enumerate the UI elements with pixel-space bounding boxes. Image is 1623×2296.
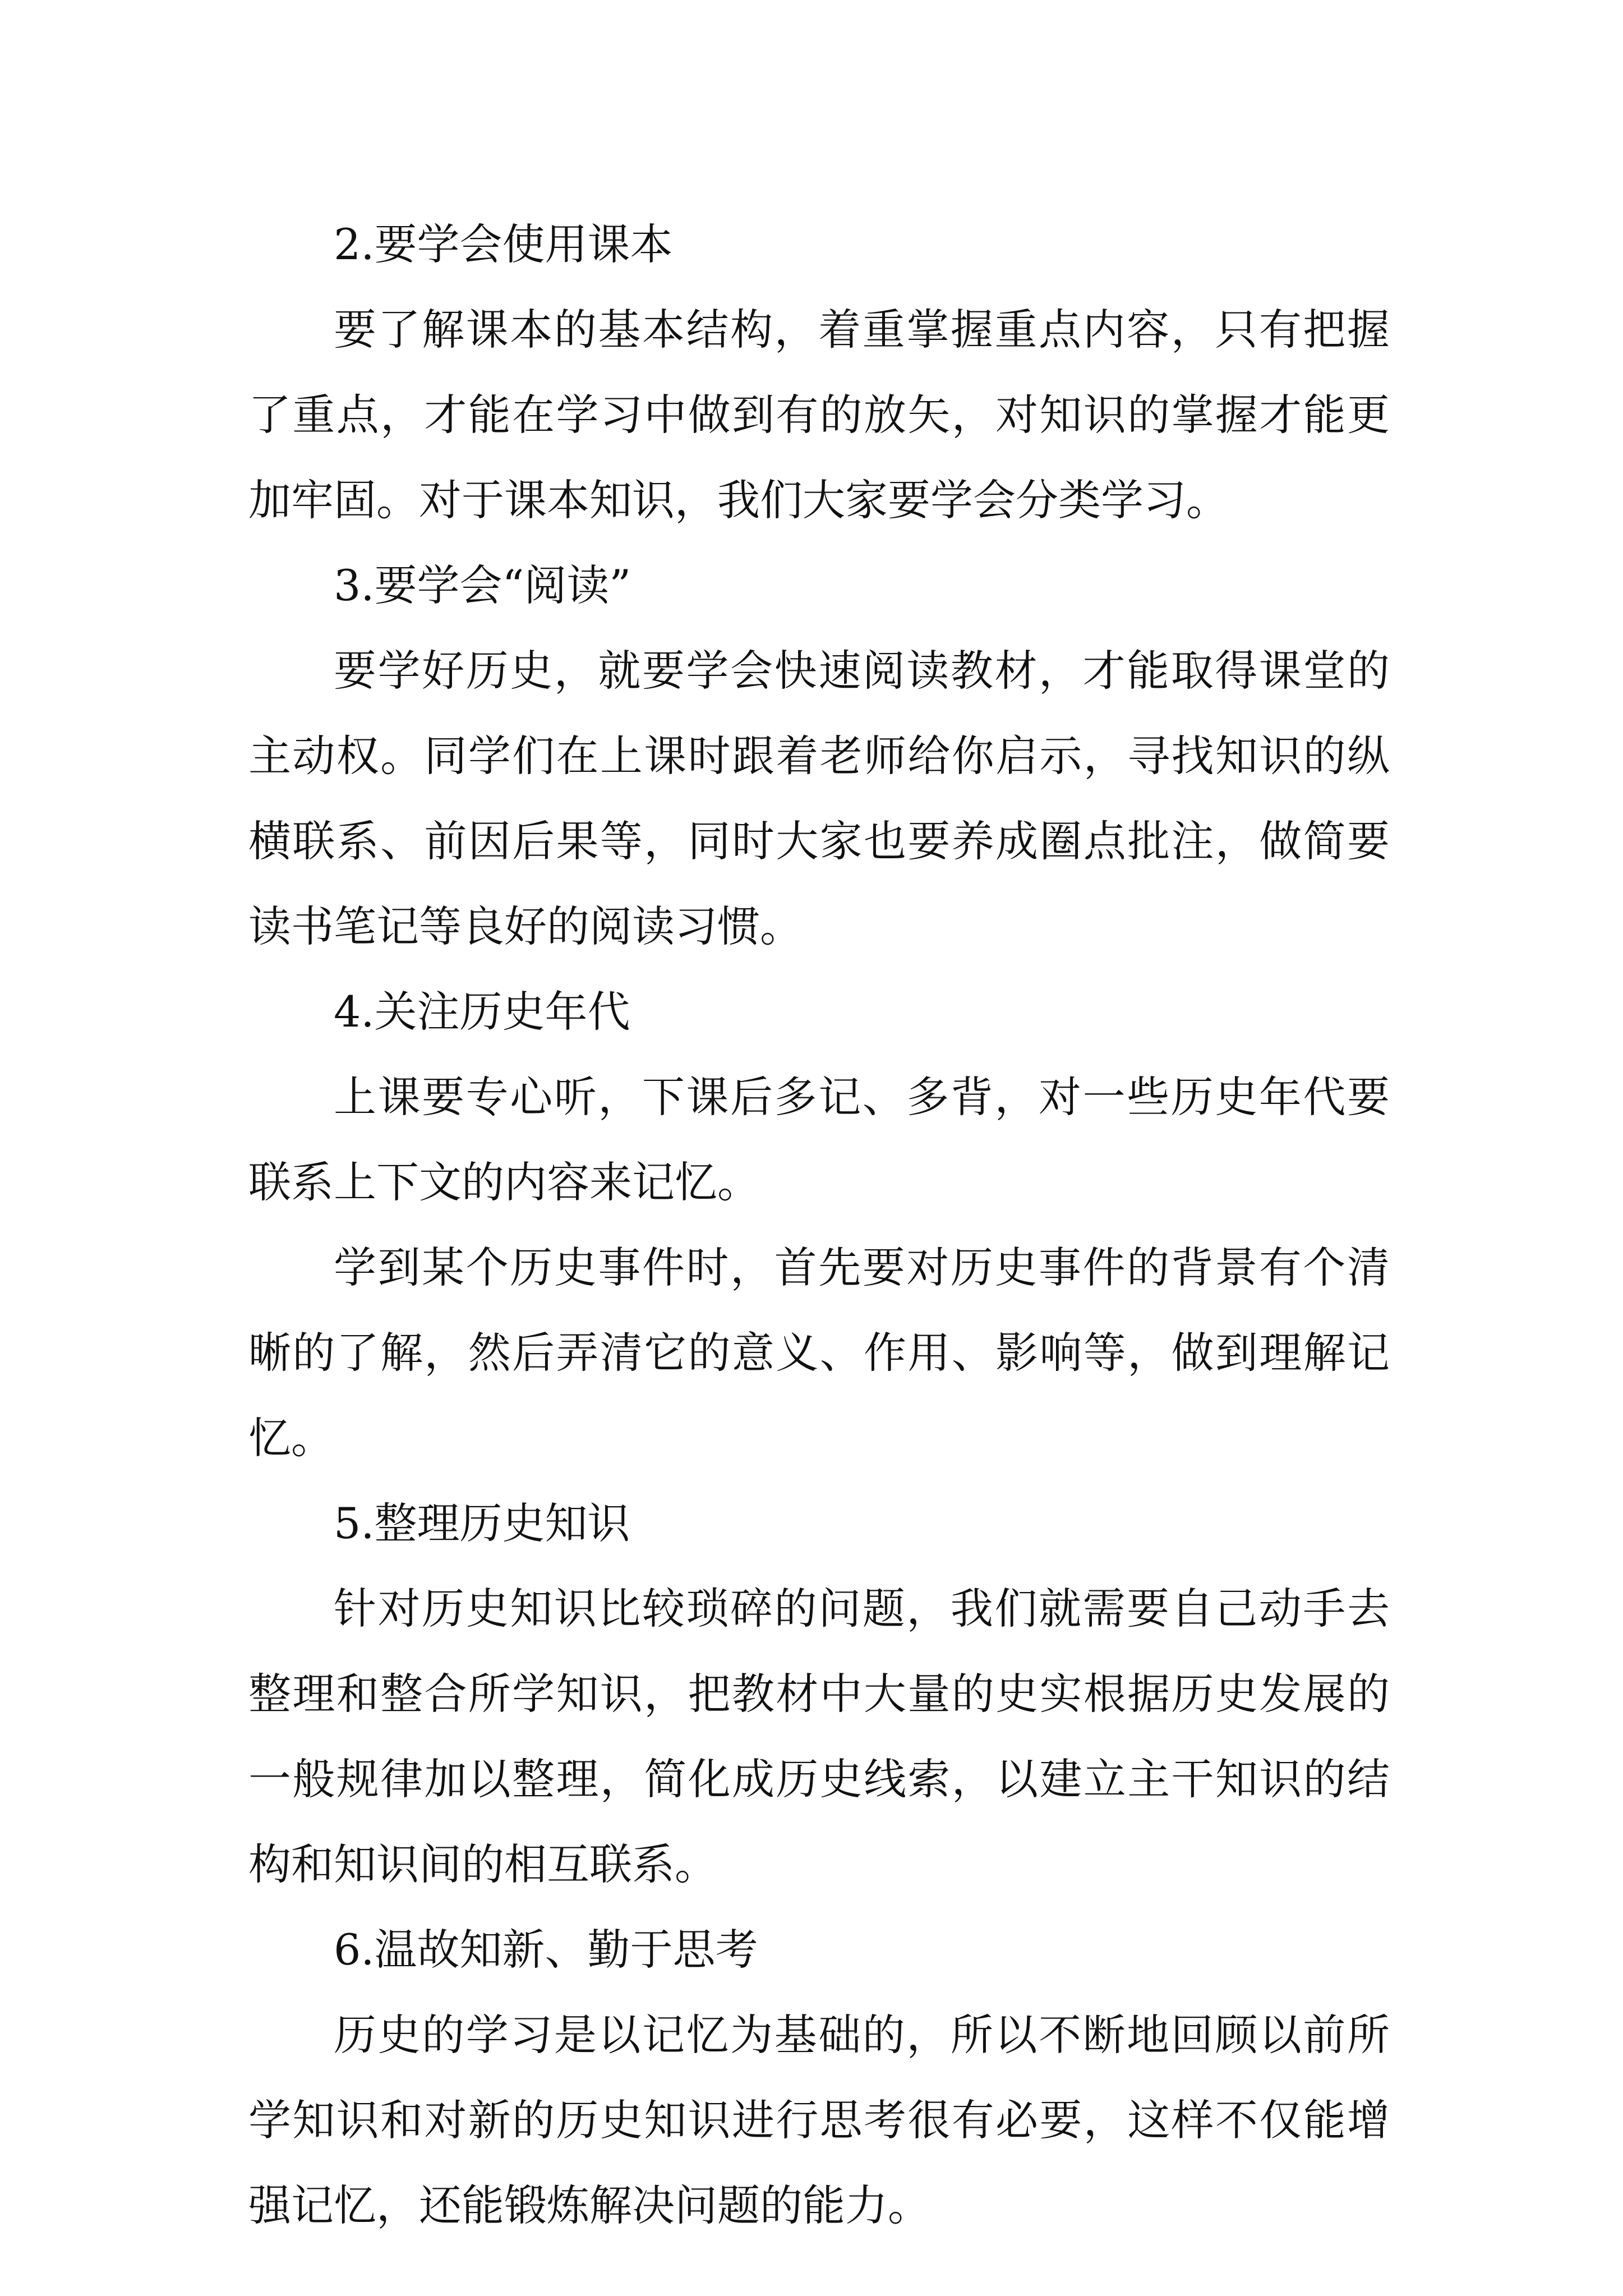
paragraph-line: 加牢固。对于课本知识，我们大家要学会分类学习。 bbox=[248, 475, 1229, 525]
paragraph-line: 学知识和对新的历史知识进行思考很有必要，这样不仅能增 bbox=[248, 2095, 1390, 2145]
paragraph-line: 忆。 bbox=[248, 1413, 334, 1463]
paragraph-line: 晰的了解，然后弄清它的意义、作用、影响等，做到理解记 bbox=[248, 1328, 1390, 1378]
paragraph-line: 要了解课本的基本结构，着重掌握重点内容，只有把握 bbox=[334, 305, 1390, 355]
section-heading: 4.关注历史年代 bbox=[334, 987, 630, 1037]
paragraph-line: 要学好历史，就要学会快速阅读教材，才能取得课堂的 bbox=[334, 646, 1390, 696]
section-heading: 6.温故知新、勤于思考 bbox=[334, 1925, 758, 1975]
paragraph-line: 构和知识间的相互联系。 bbox=[248, 1839, 717, 1889]
section-heading: 3.要学会“阅读” bbox=[334, 560, 631, 610]
paragraph-line: 了重点，才能在学习中做到有的放矢，对知识的掌握才能更 bbox=[248, 390, 1390, 440]
paragraph-line: 整理和整合所学知识，把教材中大量的史实根据历史发展的 bbox=[248, 1669, 1390, 1719]
paragraph-line: 横联系、前因后果等，同时大家也要养成圈点批注，做简要 bbox=[248, 816, 1390, 866]
paragraph-line: 强记忆，还能锻炼解决问题的能力。 bbox=[248, 2180, 930, 2230]
paragraph-line: 主动权。同学们在上课时跟着老师给你启示，寻找知识的纵 bbox=[248, 731, 1390, 781]
paragraph-line: 历史的学习是以记忆为基础的，所以不断地回顾以前所 bbox=[334, 2010, 1390, 2060]
paragraph-line: 一般规律加以整理，简化成历史线索，以建立主干知识的结 bbox=[248, 1754, 1390, 1804]
paragraph-line: 联系上下文的内容来记忆。 bbox=[248, 1157, 760, 1207]
paragraph-line: 学到某个历史事件时，首先要对历史事件的背景有个清 bbox=[334, 1243, 1390, 1292]
paragraph-line: 针对历史知识比较琐碎的问题，我们就需要自己动手去 bbox=[334, 1584, 1390, 1634]
section-heading: 2.要学会使用课本 bbox=[334, 219, 673, 269]
paragraph-line: 读书笔记等良好的阅读习惯。 bbox=[248, 901, 803, 951]
document-body bbox=[248, 202, 1390, 2248]
paragraph-line: 上课要专心听，下课后多记、多背，对一些历史年代要 bbox=[334, 1072, 1390, 1122]
section-heading: 5.整理历史知识 bbox=[334, 1498, 630, 1548]
